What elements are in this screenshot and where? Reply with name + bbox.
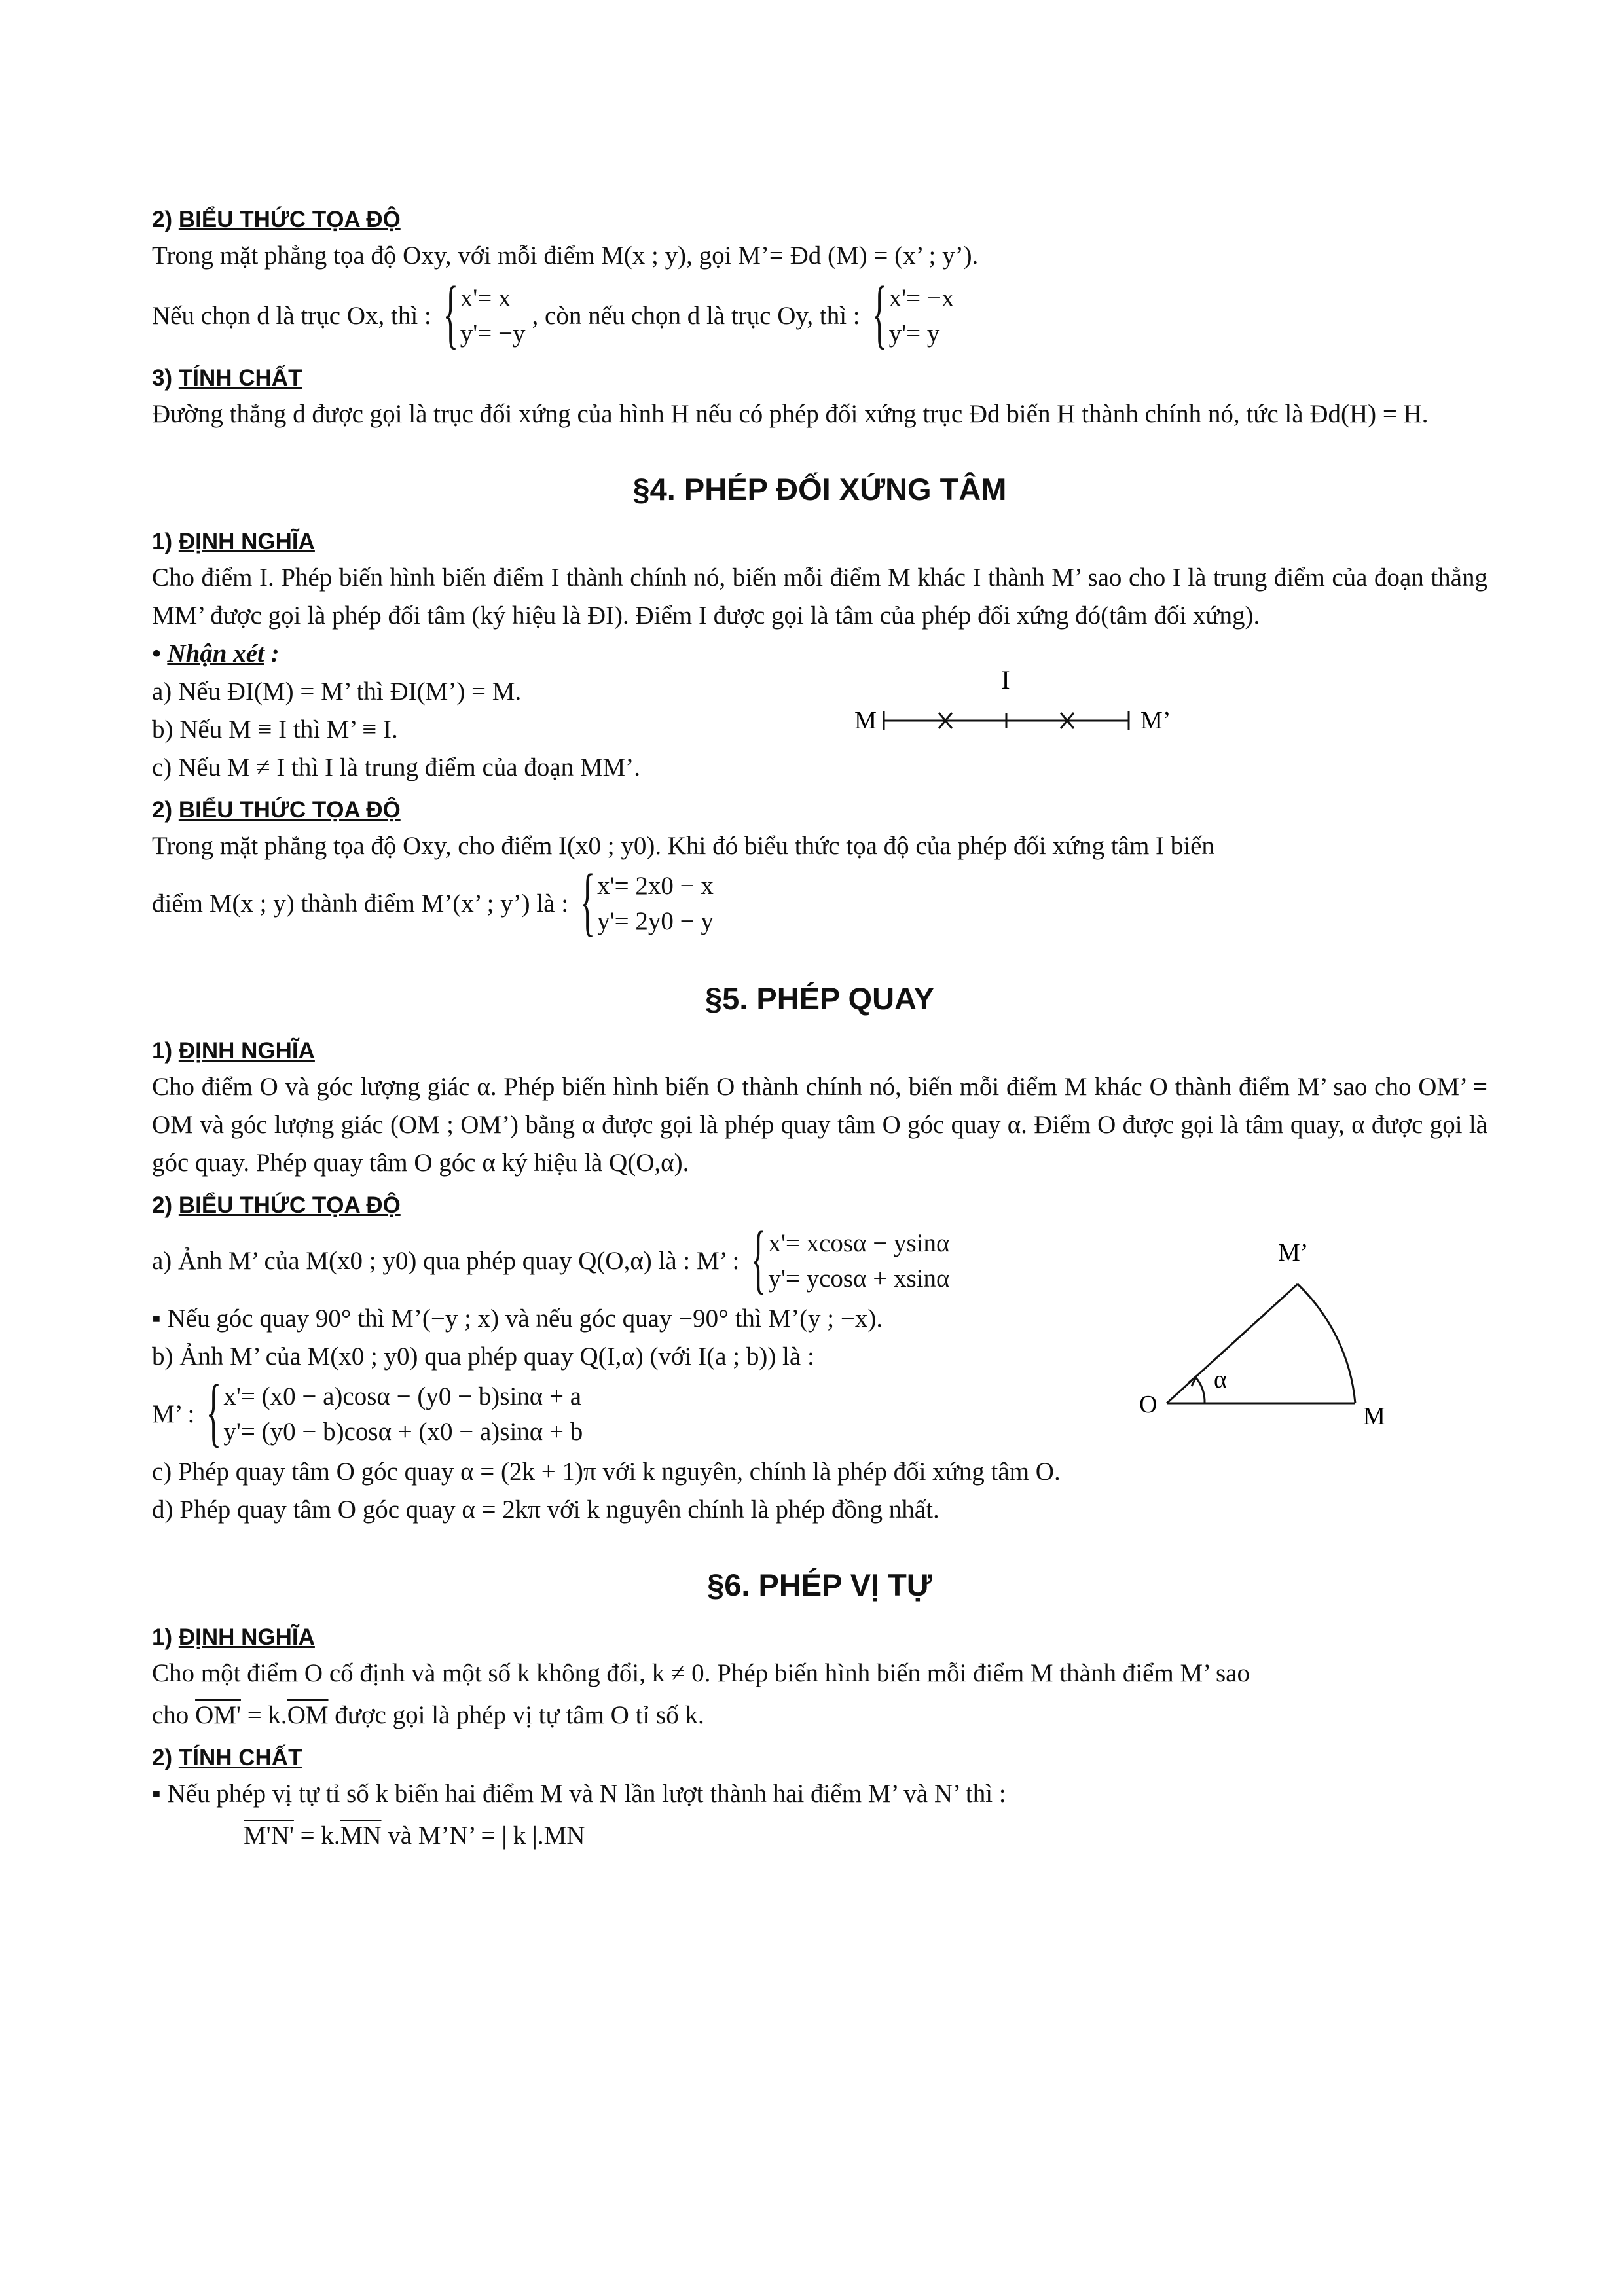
subheading-number: 2): [152, 1745, 173, 1770]
subheading-number: 2): [152, 1193, 173, 1218]
remark-item: a) Nếu ĐI(M) = M’ thì ĐI(M’) = M.: [152, 677, 522, 706]
subheading-number: 1): [152, 529, 173, 554]
midpoint-figure: [846, 661, 1186, 753]
angle-arrow: [1189, 1376, 1197, 1386]
brace-glyph: {: [579, 858, 596, 944]
formula-text: a) Ảnh M’ của M(x0 ; y0) qua phép quay Q(O,α) là : M’ :: [152, 1247, 740, 1275]
equation-line: x'= xcosα − ysinα: [768, 1229, 950, 1257]
equation-line: x'= x: [460, 284, 511, 312]
figure-label-alpha: α: [1214, 1366, 1227, 1393]
paragraph: Cho điểm O và góc lượng giác α. Phép biến hình biến O thành chính nó, biến mỗi điểm M khác O thành điểm M’ sao cho OM’ = OM và góc lượng giác (OM ; OM’) bằng α được gọi là phép quay tâm O góc quay α. Điểm O được gọi là tâm quay, α được gọi là góc quay. Phép quay tâm O góc α ký hiệu là Q(O,α).: [152, 1073, 1487, 1177]
list-item: ▪ Nếu phép vị tự tỉ số k biến hai điểm M và N lần lượt thành hai điểm M’ và N’ thì :: [152, 1780, 1006, 1808]
equation-line: y'= ycosα + xsinα: [768, 1265, 950, 1293]
subheading-number: 1): [152, 1038, 173, 1064]
subheading-number: 2): [152, 207, 173, 232]
subheading-text: TÍNH CHẤT: [178, 1745, 302, 1770]
remark-block: [152, 635, 1487, 787]
note-line: ▪ Nếu góc quay 90° thì M’(−y ; x) và nếu góc quay −90° thì M’(y ; −x).: [152, 1304, 883, 1333]
formula-row: [152, 270, 1487, 356]
subheading-coordinate-expression: [152, 203, 1487, 237]
subheading-text: BIỂU THỨC TỌA ĐỘ: [178, 207, 401, 232]
subheading-definition: [152, 1034, 1487, 1068]
figure-label-M-prime: M’: [1140, 707, 1171, 734]
formula-text: , còn nếu chọn d là trục Oy, thì :: [532, 302, 860, 330]
figure-label-M-prime: M’: [1278, 1239, 1309, 1266]
vector-mn: $\overline{MN}$: [340, 1821, 382, 1850]
subheading-definition: [152, 525, 1487, 559]
paragraph: Đường thẳng d được gọi là trục đối xứng của hình H nếu có phép đối xứng trục Đd biến H thành chính nó, tức là Đd(H) = H.: [152, 400, 1429, 428]
formula-row: [152, 858, 1487, 944]
subheading-definition: [152, 1621, 1487, 1655]
figure-label-M: M: [1363, 1403, 1385, 1430]
vector-om-prime: OM': [195, 1701, 241, 1729]
figure-label-I: I: [1001, 665, 1010, 694]
formula-text: cho: [152, 1701, 196, 1729]
remark-heading: [152, 635, 1487, 673]
ray-om-prime: [1167, 1284, 1298, 1403]
section-title: §5. PHÉP QUAY: [704, 981, 935, 1016]
list-item: c) Phép quay tâm O góc quay α = (2k + 1)π với k nguyên, chính là phép đối xứng tâm O.: [152, 1458, 1061, 1486]
vector-formula-line: [152, 1696, 1487, 1734]
figure-label-O: O: [1139, 1391, 1158, 1418]
remark-item: c) Nếu M ≠ I thì I là trung điểm của đoạn MM’.: [152, 753, 640, 781]
equation-system: [438, 270, 526, 356]
remark-label: Nhận xét: [167, 639, 264, 668]
subheading-number: 2): [152, 797, 173, 823]
subheading-property: [152, 1741, 1487, 1775]
vector-om: $\overline{OM}$: [287, 1701, 329, 1729]
equation-line: y'= −y: [460, 319, 526, 348]
formula-text: và M’N’ = | k |.MN: [381, 1821, 585, 1850]
brace-glyph: {: [443, 270, 459, 356]
subheading-coordinate-expression: [152, 1189, 1487, 1223]
subheading-coordinate-expression: [152, 793, 1487, 827]
paragraph: Cho một điểm O cố định và một số k không đổi, k ≠ 0. Phép biến hình biến mỗi điểm M thành điểm M’ sao: [152, 1659, 1250, 1687]
formula-text: điểm M(x ; y) thành điểm M’(x’ ; y’) là :: [152, 889, 569, 918]
equation-line: y'= y: [888, 319, 940, 348]
list-item: d) Phép quay tâm O góc quay α = 2kπ với k nguyên chính là phép đồng nhất.: [152, 1496, 939, 1524]
vector-formula-line: [152, 1817, 1487, 1855]
subheading-text: TÍNH CHẤT: [178, 365, 302, 391]
document-page: [152, 196, 1487, 1855]
vector-mn-prime: M'N': [244, 1821, 294, 1850]
paragraph: Trong mặt phẳng tọa độ Oxy, cho điểm I(x0 ; y0). Khi đó biểu thức tọa độ của phép đối xứng tâm I biến: [152, 832, 1214, 860]
section-title: §4. PHÉP ĐỐI XỨNG TÂM: [632, 472, 1007, 507]
formula-text: Nếu chọn d là trục Ox, thì :: [152, 302, 431, 330]
formula-text: M’ :: [152, 1400, 195, 1428]
subheading-number: 3): [152, 365, 173, 391]
section-title: §6. PHÉP VỊ TỰ: [707, 1568, 932, 1602]
equation-system: [201, 1369, 583, 1454]
subheading-text: ĐỊNH NGHĨA: [178, 529, 315, 554]
equation-line: x'= (x0 − a)cosα − (y0 − b)sinα + a: [223, 1382, 582, 1410]
subheading-text: BIỂU THỨC TỌA ĐỘ: [178, 1193, 401, 1218]
list-item: b) Ảnh M’ của M(x0 ; y0) qua phép quay Q(I,α) (với I(a ; b)) là :: [152, 1342, 814, 1371]
subheading-text: ĐỊNH NGHĨA: [178, 1038, 315, 1064]
equation-line: y'= (y0 − b)cosα + (x0 − a)sinα + b: [223, 1418, 583, 1446]
formula-text: được gọi là phép vị tự tâm O tỉ số k.: [328, 1701, 704, 1729]
brace-glyph: {: [206, 1369, 222, 1454]
subheading-property: [152, 361, 1487, 395]
equation-system: [867, 270, 955, 356]
subheading-number: 1): [152, 1624, 173, 1650]
equation-line: x'= −x: [888, 284, 955, 312]
equation-system: [746, 1215, 950, 1301]
paragraph: Cho điểm I. Phép biến hình biến điểm I thành chính nó, biến mỗi điểm M khác I thành M’ sao cho I là trung điểm của đoạn thẳng MM’ được gọi là phép đối tâm (ký hiệu là ĐI). Điểm I được gọi là tâm của phép đối xứng đó(tâm đối xứng).: [152, 564, 1487, 630]
remark-item: b) Nếu M ≡ I thì M’ ≡ I.: [152, 715, 398, 744]
angle-arc: [1195, 1377, 1205, 1403]
rotation-figure: [1108, 1234, 1448, 1463]
formula-text: = k.: [240, 1701, 287, 1729]
subheading-text: BIỂU THỨC TỌA ĐỘ: [178, 797, 401, 823]
bullet-glyph: •: [152, 639, 161, 668]
brace-glyph: {: [750, 1215, 767, 1301]
formula-text: = k.: [293, 1821, 340, 1850]
rotation-coord-block: [152, 1189, 1487, 1453]
paragraph: Trong mặt phẳng tọa độ Oxy, với mỗi điểm M(x ; y), gọi M’= Đd (M) = (x’ ; y’).: [152, 242, 979, 270]
equation-system: [575, 858, 714, 944]
remark-colon: :: [264, 639, 280, 668]
subheading-text: ĐỊNH NGHĨA: [178, 1624, 315, 1650]
equation-line: y'= 2y0 − y: [597, 907, 714, 935]
equation-line: x'= 2x0 − x: [597, 872, 714, 900]
figure-label-M: M: [854, 707, 877, 734]
brace-glyph: {: [871, 270, 887, 356]
arc-mm-prime: [1298, 1284, 1355, 1403]
